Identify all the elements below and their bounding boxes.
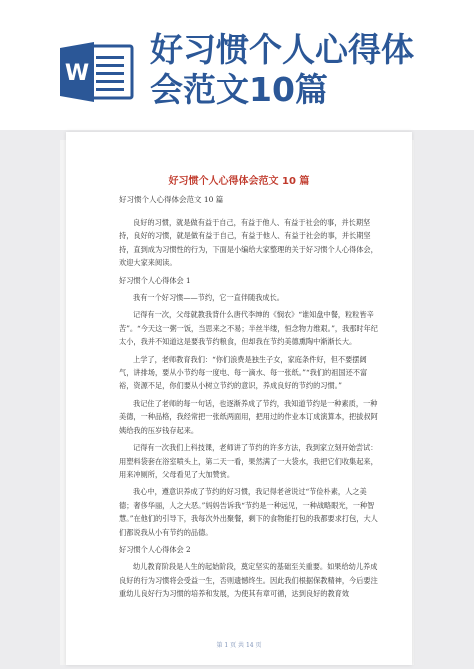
section-heading: 好习惯个人心得体会 2 (119, 544, 191, 554)
document-page (66, 132, 412, 665)
banner (0, 0, 474, 130)
headline-line-1: 好习惯个人心得体 (150, 30, 414, 69)
paragraph: 良好的习惯，就是做有益于自己，有益于他人、有益于社会的事，并长期坚持，良好的习惯，就是做有益于自己，有益于他人、有益于社会的事，并长期坚持，直到成为习惯性的行为，下面是小编给大家整理的关于好习惯个人心得体会，欢迎大家来阅读。 (119, 218, 378, 268)
section-heading: 好习惯个人心得体会 1 (119, 275, 191, 285)
paragraph: 幼儿教育阶段是人生的起始阶段，奠定坚实的基础至关重要。如果给幼儿养成良好的行为习惯将会受益一生，否则遗憾终生。因此我们根据保教精神，今后要注重幼儿良好行为习惯的培养和发展，为使其有章可循，达到良好的教育效 (119, 562, 378, 599)
word-icon-letter: W (64, 61, 90, 86)
headline-line-2: 会范文10篇 (150, 70, 328, 109)
paragraph: 我有一个好习惯——节约，它一直伴随我成长。 (133, 293, 284, 303)
paragraph: 我心中，遵意识养成了节约的好习惯，我记得老爸说过“节俭朴素，人之美德；奢侈华丽，人之大恶。”妈妈告诉我“节约是一种远见，一种战略眼光，一种智慧。”在他们的引导下，我每次外出聚餐，剩下的食物能打包的我都要求打包，大人们都说我从小有节约的品德。 (119, 487, 378, 537)
paragraph: 记得有一次我们上科技课，老师讲了节约的许多方法，我到家立刻开始尝试：用塑料袋套在浴室喷头上，第二天一看，果然满了一大袋水，我把它们收集起来，用来冲厕所，父母看见了大加赞赏。 (119, 443, 378, 479)
document-body (119, 216, 381, 605)
paragraph: 上学了，老师教育我们：“你们浪费是独生子女，家庭条件好，但不要摆阔气，讲排场，要从小节约每一度电、每一滴水、每一张纸。”“我们的祖国还不富裕，资源不足，你们要从小树立节约的意识，养成良好的节约的习惯。” (119, 354, 368, 391)
document-subtitle: 好习惯个人心得体会范文 10 篇 (119, 195, 224, 204)
document-title: 好习惯个人心得体会范文 10 篇 (168, 176, 310, 187)
page-footer: 第 1 页 共 14 页 (216, 642, 262, 649)
word-document-icon (60, 40, 134, 104)
page-headline (150, 30, 460, 110)
paragraph: 我记住了老师的每一句话，也逐渐养成了节约，我知道节约是一种素质，一种美德，一种品格，我经常把一张纸两面用，把用过的作业本订成演算本，把拔叔阿姨给我的压岁钱存起来。 (119, 398, 378, 435)
paragraph: 记得有一次，父母就教我背什么唐代李绅的《悯农》“谁知盘中餐，粒粒皆辛苦”。“今天这一粥一饭，当思来之不易；半丝半缕，恒念物力维艰。”，我那时年纪太小，我并不知道这是要我节约粮食，但却我在节约美德熏陶中渐渐长大。 (119, 310, 378, 347)
